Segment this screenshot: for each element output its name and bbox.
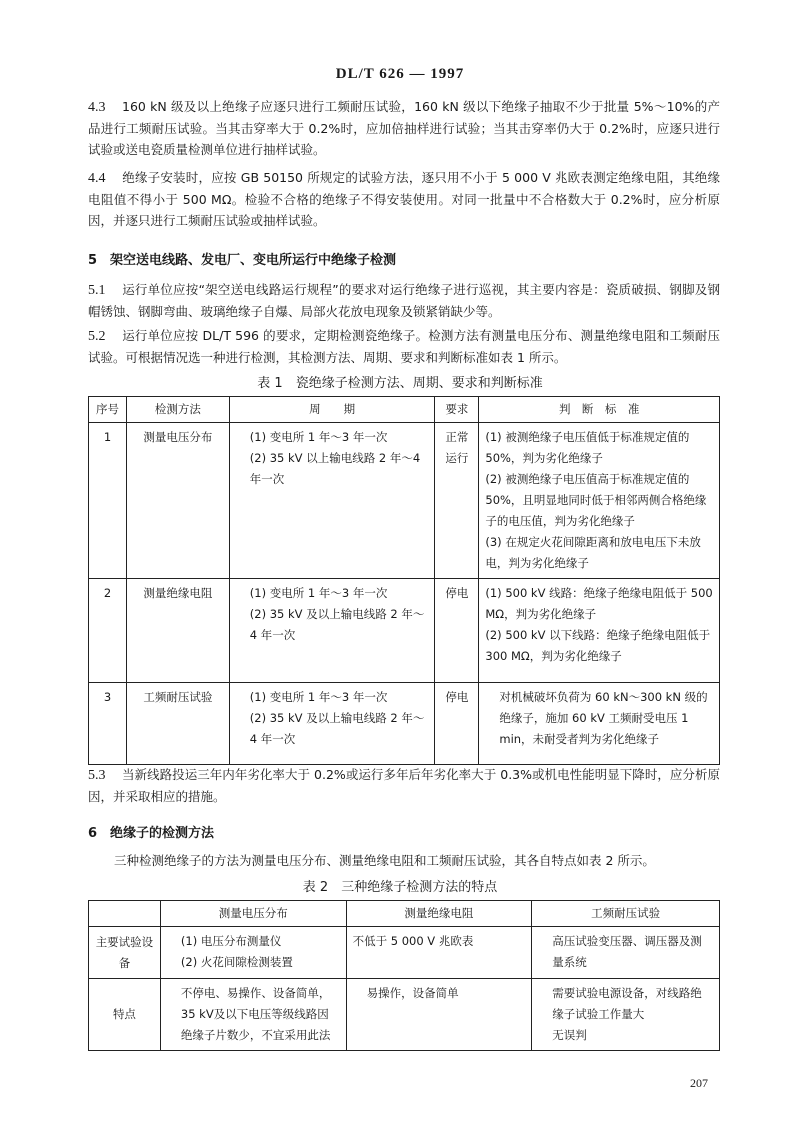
requirement: 正常运行: [435, 423, 479, 579]
clause-number: 4.4: [88, 171, 106, 186]
insulation-resistance-cell: [346, 979, 532, 1051]
row-number: 2: [89, 579, 127, 683]
clause-number: 4.3: [88, 100, 106, 115]
detection-cycle: [229, 683, 435, 765]
section-5-heading: [88, 249, 396, 268]
clause-5-2: [88, 325, 720, 368]
section-6-heading: [88, 822, 214, 841]
section-6-intro: 三种检测绝缘子的方法为测量电压分布、测量绝缘电阻和工频耐压试验，其各自特点如表 2 所示。: [114, 853, 655, 868]
detection-cycle: [229, 579, 435, 683]
criteria-line: (1) 500 kV 线路：绝缘子绝缘电阻低于 500 MΩ，判为劣化绝缘子: [485, 586, 713, 621]
table-row: [89, 979, 720, 1051]
cell-line: 不低于 5 000 V 兆欧表: [352, 934, 474, 948]
cycle-line: (2) 35 kV 及以上输电线路 2 年～4 年一次: [249, 711, 425, 746]
table1-header-no: 序号: [89, 397, 127, 423]
cell-line: 不停电、易操作、设备简单，35 kV及以下电压等级线路因绝缘子片数少，不宜采用此法: [180, 986, 331, 1042]
table2-header-row: [89, 901, 720, 927]
cell-line: 需要试验电源设备，对线路绝缘子试验工作量大: [552, 986, 702, 1021]
power-frequency-cell: [532, 979, 720, 1051]
cycle-line: (1) 变电所 1 年～3 年一次: [249, 430, 388, 444]
criteria-line: (2) 500 kV 以下线路：绝缘子绝缘电阻低于 300 MΩ，判为劣化绝缘子: [485, 628, 711, 663]
table1-caption: 表 1 瓷绝缘子检测方法、周期、要求和判断标准: [257, 376, 543, 391]
clause-4-3: [88, 96, 720, 160]
table1-header-method: 检测方法: [126, 397, 229, 423]
clause-number: 5.2: [88, 329, 106, 344]
cell-line: (2) 火花间隙检测装置: [180, 955, 293, 969]
cycle-line: (1) 变电所 1 年～3 年一次: [249, 690, 388, 704]
criteria-line: 对机械破坏负荷为 60 kN～300 kN 级的绝缘子，施加 60 kV 工频耐受电压 1 min，未耐受者判为劣化绝缘子: [499, 690, 708, 746]
requirement: 停电: [435, 579, 479, 683]
table2-header-power-frequency-test: 工频耐压试验: [532, 901, 720, 927]
clause-text: 运行单位应按“架空送电线路运行规程”的要求对运行绝缘子进行巡视，其主要内容是：瓷质破损、钢脚及钢帽锈蚀、钢脚弯曲、玻璃绝缘子自爆、局部火花放电现象及锁紧销缺少等。: [88, 282, 720, 319]
cell-line: 易操作，设备简单: [366, 986, 459, 1000]
voltage-distribution-cell: [160, 927, 346, 979]
page-number: 207: [690, 1076, 708, 1090]
section-number: 5: [88, 253, 98, 268]
criteria: [479, 579, 720, 683]
section-title: 架空送电线路、发电厂、变电所运行中绝缘子检测: [110, 253, 397, 268]
cycle-line: (1) 变电所 1 年～3 年一次: [249, 586, 388, 600]
cell-line: 高压试验变压器、调压器及测量系统: [552, 934, 702, 969]
row-number: 3: [89, 683, 127, 765]
requirement: 停电: [435, 683, 479, 765]
table2-caption: 表 2 三种绝缘子检测方法的特点: [302, 880, 498, 895]
insulation-resistance-cell: [346, 927, 532, 979]
detection-method: 测量绝缘电阻: [126, 579, 229, 683]
table1: [88, 396, 720, 765]
table2: [88, 900, 720, 1051]
row-number: 1: [89, 423, 127, 579]
clause-text: 当新线路投运三年内年劣化率大于 0.2%或运行多年后年劣化率大于 0.3%或机电性能明显下降时，应分析原因，并采取相应的措施。: [88, 767, 720, 804]
voltage-distribution-cell: [160, 979, 346, 1051]
detection-method: 工频耐压试验: [126, 683, 229, 765]
cycle-line: (2) 35 kV 以上输电线路 2 年～4 年一次: [249, 451, 421, 486]
table1-header-requirement: 要求: [435, 397, 479, 423]
clause-5-1: [88, 279, 720, 322]
clause-number: 5.3: [88, 768, 106, 783]
clause-text: 160 kN 级及以上绝缘子应逐只进行工频耐压试验，160 kN 级以下绝缘子抽取不少于批量 5%～10%的产品进行工频耐压试验。当其击穿率大于 0.2%时，应加倍抽样进行试验；当其击穿率仍大于 0.2%时，应逐只进行试验或送电瓷质量检测单位进行抽样试验。: [88, 99, 720, 157]
table1-header-criteria: 判 断 标 准: [479, 397, 720, 423]
table-row: [89, 927, 720, 979]
table-row: [89, 423, 720, 579]
row-label: 主要试验设备: [89, 927, 161, 979]
criteria: [479, 683, 720, 765]
document-header: DL/T 626 — 1997: [335, 66, 465, 82]
table-row: [89, 683, 720, 765]
table2-header-voltage-distribution: 测量电压分布: [160, 901, 346, 927]
section-title: 绝缘子的检测方法: [110, 826, 215, 841]
cycle-line: (2) 35 kV 及以上输电线路 2 年～4 年一次: [249, 607, 425, 642]
criteria-line: (1) 被测绝缘子电压值低于标准规定值的 50%，判为劣化绝缘子: [485, 430, 690, 465]
cell-line: (1) 电压分布测量仪: [180, 934, 282, 948]
detection-cycle: [229, 423, 435, 579]
table2-header-insulation-resistance: 测量绝缘电阻: [346, 901, 532, 927]
cell-line: 无误判: [552, 1028, 587, 1042]
clause-text: 绝缘子安装时，应按 GB 50150 所规定的试验方法，逐只用不小于 5 000 V 兆欧表测定绝缘电阻，其绝缘电阻值不得小于 500 MΩ。检验不合格的绝缘子不得安装使用。对同一批量中不合格数大于 0.2%时，应分析原因，并逐只进行工频耐压试验或抽样试验。: [88, 170, 720, 228]
table1-header-row: [89, 397, 720, 423]
table2-header-blank: [89, 901, 161, 927]
clause-4-4: [88, 167, 720, 231]
criteria-line: (3) 在规定火花间隙距离和放电电压下未放电，判为劣化绝缘子: [485, 535, 701, 570]
row-label: 特点: [89, 979, 161, 1051]
criteria-line: (2) 被测绝缘子电压值高于标准规定值的 50%，且明显地同时低于相邻两侧合格绝缘子的电压值，判为劣化绝缘子: [485, 472, 707, 528]
table1-header-cycle: 周 期: [229, 397, 435, 423]
criteria: [479, 423, 720, 579]
section-number: 6: [88, 826, 98, 841]
clause-number: 5.1: [88, 283, 106, 298]
table-row: [89, 579, 720, 683]
clause-5-3: [88, 764, 720, 807]
clause-text: 运行单位应按 DL/T 596 的要求，定期检测瓷绝缘子。检测方法有测量电压分布、测量绝缘电阻和工频耐压试验。可根据情况选一种进行检测，其检测方法、周期、要求和判断标准如表 1 所示。: [88, 328, 720, 365]
power-frequency-cell: [532, 927, 720, 979]
detection-method: 测量电压分布: [126, 423, 229, 579]
